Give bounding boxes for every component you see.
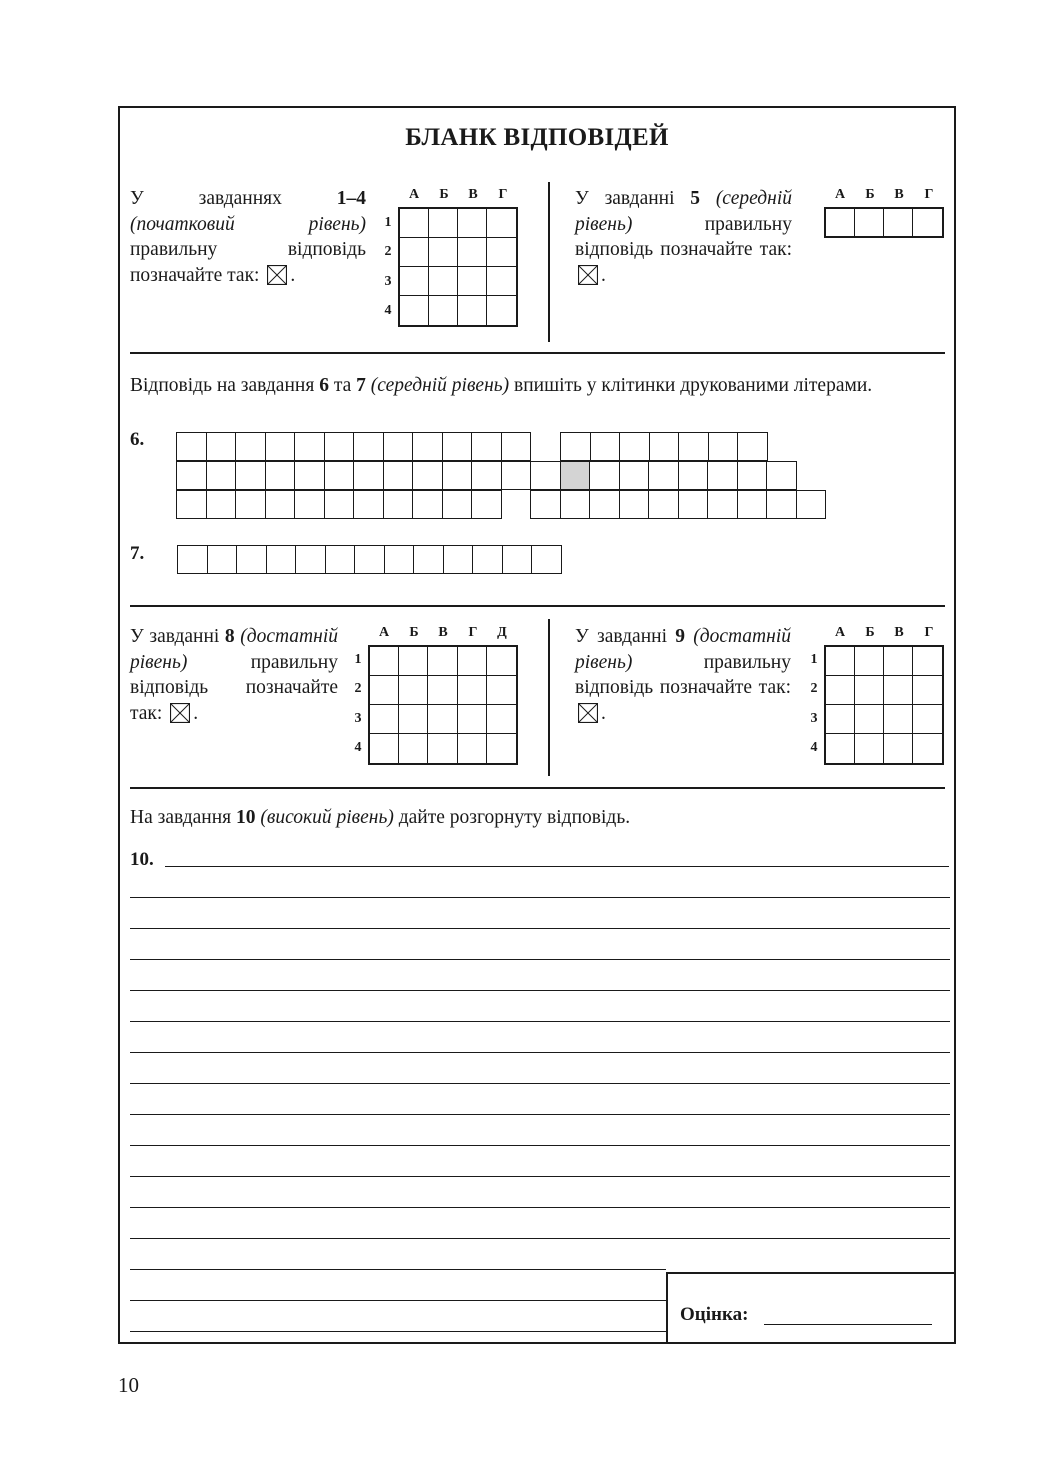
answer-cell[interactable]	[429, 209, 458, 238]
level-label: (середній рівень)	[575, 188, 792, 235]
letter-cell[interactable]	[177, 490, 207, 519]
letter-cell[interactable]	[207, 432, 237, 461]
answer-cell[interactable]	[458, 238, 487, 267]
answer-grid-task-8[interactable]	[368, 645, 518, 765]
column-header: А	[834, 187, 846, 202]
letter-cell[interactable]	[767, 461, 797, 490]
column-header: Г	[924, 187, 934, 202]
answer-cell[interactable]	[370, 734, 399, 763]
letter-cell[interactable]	[649, 490, 679, 519]
answer-line[interactable]	[130, 990, 950, 991]
instruction-task-10	[130, 805, 945, 831]
divider	[548, 619, 550, 776]
instruction-text: правильну відповідь позначайте так:	[575, 213, 792, 260]
answer-cell[interactable]	[428, 676, 457, 705]
task-number: 8	[224, 626, 235, 647]
answer-cell[interactable]	[458, 267, 487, 296]
answer-cell[interactable]	[826, 705, 855, 734]
instruction-text: .	[601, 264, 606, 286]
column-header: В	[894, 187, 904, 202]
row-header: 2	[810, 681, 818, 696]
task-6-cells-row-1-part-1[interactable]	[176, 432, 531, 461]
letter-cell[interactable]	[384, 461, 414, 490]
divider	[130, 605, 945, 607]
answer-cell[interactable]	[884, 676, 913, 705]
answer-cell[interactable]	[826, 676, 855, 705]
answer-grid-task-9[interactable]	[824, 645, 944, 765]
answer-cell[interactable]	[487, 676, 516, 705]
letter-cell[interactable]	[591, 432, 621, 461]
letter-cell[interactable]	[208, 545, 238, 574]
level-label: (початковий рівень)	[130, 213, 366, 235]
answer-cell[interactable]	[884, 209, 913, 236]
letter-cell[interactable]	[709, 432, 739, 461]
task-10-label: 10.	[130, 849, 154, 870]
instruction-tasks-1-4	[130, 186, 366, 288]
answer-cell[interactable]	[884, 734, 913, 763]
answer-line[interactable]	[130, 1300, 666, 1301]
column-header: В	[894, 625, 904, 640]
row-header: 1	[810, 652, 818, 667]
letter-cell[interactable]	[266, 432, 296, 461]
row-header: 4	[384, 303, 392, 318]
answer-cell[interactable]	[855, 647, 884, 676]
crossed-box-icon	[578, 703, 598, 723]
answer-cell[interactable]	[370, 676, 399, 705]
column-header: А	[408, 187, 420, 202]
answer-line[interactable]	[130, 1114, 950, 1115]
answer-cell[interactable]	[487, 238, 516, 267]
letter-cell[interactable]	[384, 490, 414, 519]
letter-cell[interactable]	[295, 490, 325, 519]
letter-cell[interactable]	[561, 461, 591, 490]
task-7-label: 7.	[130, 543, 145, 564]
task-6-cells-row-3-part-1[interactable]	[176, 490, 502, 519]
answer-cell[interactable]	[913, 705, 942, 734]
letter-cell[interactable]	[650, 432, 680, 461]
letter-cell[interactable]	[738, 461, 768, 490]
instruction-text: впишіть у клітинки друкованими літерами.	[509, 375, 873, 396]
instruction-task-5	[575, 186, 792, 288]
answer-cell[interactable]	[458, 296, 487, 325]
letter-cell[interactable]	[532, 545, 562, 574]
instruction-text: На завдання	[130, 807, 236, 828]
answer-cell[interactable]	[884, 647, 913, 676]
answer-line[interactable]	[130, 1021, 950, 1022]
letter-cell[interactable]	[237, 545, 267, 574]
letter-cell[interactable]	[266, 461, 296, 490]
answer-cell[interactable]	[884, 705, 913, 734]
letter-cell[interactable]	[354, 490, 384, 519]
letter-cell[interactable]	[384, 432, 414, 461]
letter-cell[interactable]	[443, 461, 473, 490]
letter-cell[interactable]	[295, 432, 325, 461]
letter-cell[interactable]	[385, 545, 415, 574]
letter-cell[interactable]	[178, 545, 208, 574]
answer-cell[interactable]	[487, 296, 516, 325]
instruction-task-9	[575, 624, 791, 726]
column-header: Г	[924, 625, 934, 640]
divider	[130, 352, 945, 354]
column-header: Г	[498, 187, 508, 202]
crossed-box-icon	[578, 265, 598, 285]
answer-cell[interactable]	[826, 209, 855, 236]
answer-line[interactable]	[130, 959, 950, 960]
letter-cell[interactable]	[354, 432, 384, 461]
letter-cell[interactable]	[236, 490, 266, 519]
letter-cell[interactable]	[207, 490, 237, 519]
answer-line[interactable]	[130, 1238, 950, 1239]
answer-cell[interactable]	[913, 647, 942, 676]
answer-cell[interactable]	[855, 734, 884, 763]
row-header: 4	[810, 740, 818, 755]
letter-cell[interactable]	[503, 545, 533, 574]
letter-cell[interactable]	[444, 545, 474, 574]
letter-cell[interactable]	[472, 432, 502, 461]
answer-cell[interactable]	[429, 296, 458, 325]
column-header: Б	[439, 187, 449, 202]
letter-cell[interactable]	[531, 461, 561, 490]
answer-cell[interactable]	[370, 647, 399, 676]
letter-cell[interactable]	[443, 490, 473, 519]
letter-cell[interactable]	[531, 490, 561, 519]
answer-grid-task-5[interactable]	[824, 207, 944, 238]
grade-input-line[interactable]	[764, 1324, 932, 1325]
instruction-task-8	[130, 624, 338, 726]
task-range: 1–4	[336, 188, 366, 209]
answer-cell[interactable]	[913, 734, 942, 763]
level-label: (високий рівень)	[255, 807, 394, 828]
row-header: 3	[810, 711, 818, 726]
answer-line[interactable]	[130, 1269, 666, 1270]
answer-cell[interactable]	[855, 676, 884, 705]
letter-cell[interactable]	[473, 545, 503, 574]
row-header: 2	[384, 244, 392, 259]
instruction-text: У завданні	[130, 626, 225, 647]
answer-cell[interactable]	[399, 734, 428, 763]
task-6-label: 6.	[130, 429, 145, 450]
grade-box	[666, 1272, 956, 1344]
letter-cell[interactable]	[472, 490, 502, 519]
letter-cell[interactable]	[797, 490, 827, 519]
letter-cell[interactable]	[738, 432, 768, 461]
task-number: 9	[675, 626, 685, 647]
answer-cell[interactable]	[428, 705, 457, 734]
answer-grid-tasks-1-4[interactable]	[398, 207, 518, 327]
letter-cell[interactable]	[267, 545, 297, 574]
letter-cell[interactable]	[620, 432, 650, 461]
column-header: В	[438, 625, 448, 640]
letter-cell[interactable]	[413, 461, 443, 490]
letter-cell[interactable]	[502, 432, 532, 461]
instruction-text: правильну відповідь позначайте так:	[130, 651, 338, 724]
answer-cell[interactable]	[400, 238, 429, 267]
letter-cell[interactable]	[590, 490, 620, 519]
letter-cell[interactable]	[414, 545, 444, 574]
answer-line[interactable]	[130, 1176, 950, 1177]
letter-cell[interactable]	[472, 461, 502, 490]
letter-cell[interactable]	[738, 490, 768, 519]
instruction-text: .	[290, 264, 296, 286]
grade-label: Оцінка:	[680, 1304, 749, 1325]
task-number: 6	[319, 375, 329, 396]
row-header: 1	[384, 215, 392, 230]
column-header: Б	[409, 625, 419, 640]
answer-cell[interactable]	[458, 734, 487, 763]
letter-cell[interactable]	[207, 461, 237, 490]
answer-cell[interactable]	[400, 209, 429, 238]
answer-cell[interactable]	[487, 734, 516, 763]
letter-cell[interactable]	[561, 490, 591, 519]
page-title: БЛАНК ВІДПОВІДЕЙ	[405, 124, 669, 151]
task-7-cells[interactable]	[177, 545, 562, 574]
answer-cell[interactable]	[400, 296, 429, 325]
task-6-cells-row-1-part-2[interactable]	[560, 432, 768, 461]
letter-cell[interactable]	[679, 461, 709, 490]
answer-cell[interactable]	[428, 734, 457, 763]
letter-cell[interactable]	[443, 432, 473, 461]
task-6-cells-row-2[interactable]	[176, 461, 797, 490]
task-6-cells-row-3-part-2[interactable]	[530, 490, 826, 519]
answer-cell[interactable]	[826, 647, 855, 676]
letter-cell[interactable]	[236, 461, 266, 490]
answer-cell[interactable]	[399, 705, 428, 734]
letter-cell[interactable]	[620, 461, 650, 490]
answer-line[interactable]	[130, 1083, 950, 1084]
instruction-text: Відповідь на завдання	[130, 375, 320, 396]
letter-cell[interactable]	[177, 432, 207, 461]
instruction-text: та	[328, 375, 357, 396]
answer-cell[interactable]	[458, 209, 487, 238]
letter-cell[interactable]	[561, 432, 591, 461]
page-number: 10	[118, 1373, 139, 1397]
answer-line[interactable]	[130, 1331, 666, 1332]
instruction-text: У завданні	[575, 188, 691, 209]
answer-cell[interactable]	[913, 209, 942, 236]
answer-cell[interactable]	[487, 209, 516, 238]
letter-cell[interactable]	[413, 490, 443, 519]
letter-cell[interactable]	[502, 461, 532, 490]
column-header: Д	[497, 625, 507, 640]
letter-cell[interactable]	[266, 490, 296, 519]
letter-cell[interactable]	[236, 432, 266, 461]
letter-cell[interactable]	[679, 490, 709, 519]
letter-cell[interactable]	[325, 461, 355, 490]
task-number: 5	[690, 188, 701, 209]
answer-cell[interactable]	[458, 676, 487, 705]
answer-cell[interactable]	[855, 209, 884, 236]
answer-cell[interactable]	[458, 705, 487, 734]
letter-cell[interactable]	[590, 461, 620, 490]
instruction-text: У завданні	[575, 626, 676, 647]
instruction-text: правильну відповідь позначайте так:	[575, 651, 791, 698]
answer-line[interactable]	[130, 897, 950, 898]
letter-cell[interactable]	[679, 432, 709, 461]
instruction-text: дайте розгорнуту відповідь.	[393, 807, 631, 828]
answer-cell[interactable]	[487, 705, 516, 734]
column-header: Б	[865, 187, 875, 202]
instruction-text: У завданнях	[130, 188, 337, 209]
crossed-box-icon	[170, 703, 190, 723]
level-label: (достатній рівень)	[575, 626, 791, 673]
letter-cell[interactable]	[355, 545, 385, 574]
level-label: (середній рівень)	[365, 375, 510, 396]
letter-cell[interactable]	[354, 461, 384, 490]
answer-cell[interactable]	[370, 705, 399, 734]
answer-line[interactable]	[130, 1207, 950, 1208]
level-label: (достатній рівень)	[130, 626, 338, 673]
row-header: 3	[354, 711, 362, 726]
column-header: Б	[865, 625, 875, 640]
letter-cell[interactable]	[177, 461, 207, 490]
answer-cell[interactable]	[429, 238, 458, 267]
answer-cell[interactable]	[400, 267, 429, 296]
answer-cell[interactable]	[913, 676, 942, 705]
letter-cell[interactable]	[296, 545, 326, 574]
letter-cell[interactable]	[708, 461, 738, 490]
instruction-tasks-6-7	[130, 373, 945, 399]
row-header: 1	[354, 652, 362, 667]
answer-cell[interactable]	[487, 267, 516, 296]
column-header: Г	[468, 625, 478, 640]
task-number: 7	[356, 375, 366, 396]
divider	[130, 787, 945, 789]
instruction-text: .	[193, 702, 199, 724]
answer-cell[interactable]	[399, 676, 428, 705]
answer-cell[interactable]	[428, 647, 457, 676]
letter-cell[interactable]	[325, 432, 355, 461]
letter-cell[interactable]	[326, 545, 356, 574]
row-header: 2	[354, 681, 362, 696]
letter-cell[interactable]	[295, 461, 325, 490]
letter-cell[interactable]	[620, 490, 650, 519]
answer-cell[interactable]	[826, 734, 855, 763]
row-header: 3	[384, 274, 392, 289]
crossed-box-icon	[267, 265, 287, 285]
answer-line[interactable]	[165, 866, 949, 867]
letter-cell[interactable]	[708, 490, 738, 519]
letter-cell[interactable]	[767, 490, 797, 519]
answer-line[interactable]	[130, 1145, 950, 1146]
letter-cell[interactable]	[325, 490, 355, 519]
answer-cell[interactable]	[855, 705, 884, 734]
answer-cell[interactable]	[429, 267, 458, 296]
divider	[548, 182, 550, 342]
instruction-text: правильну відповідь позначайте так:	[130, 239, 366, 286]
answer-cell[interactable]	[487, 647, 516, 676]
column-header: В	[468, 187, 478, 202]
answer-cell[interactable]	[399, 647, 428, 676]
answer-cell[interactable]	[458, 647, 487, 676]
column-header: А	[834, 625, 846, 640]
instruction-text: .	[601, 702, 606, 724]
answer-line[interactable]	[130, 1052, 950, 1053]
answer-line[interactable]	[130, 928, 950, 929]
task-number: 10	[235, 807, 256, 828]
column-header: А	[378, 625, 390, 640]
row-header: 4	[354, 740, 362, 755]
letter-cell[interactable]	[649, 461, 679, 490]
letter-cell[interactable]	[413, 432, 443, 461]
